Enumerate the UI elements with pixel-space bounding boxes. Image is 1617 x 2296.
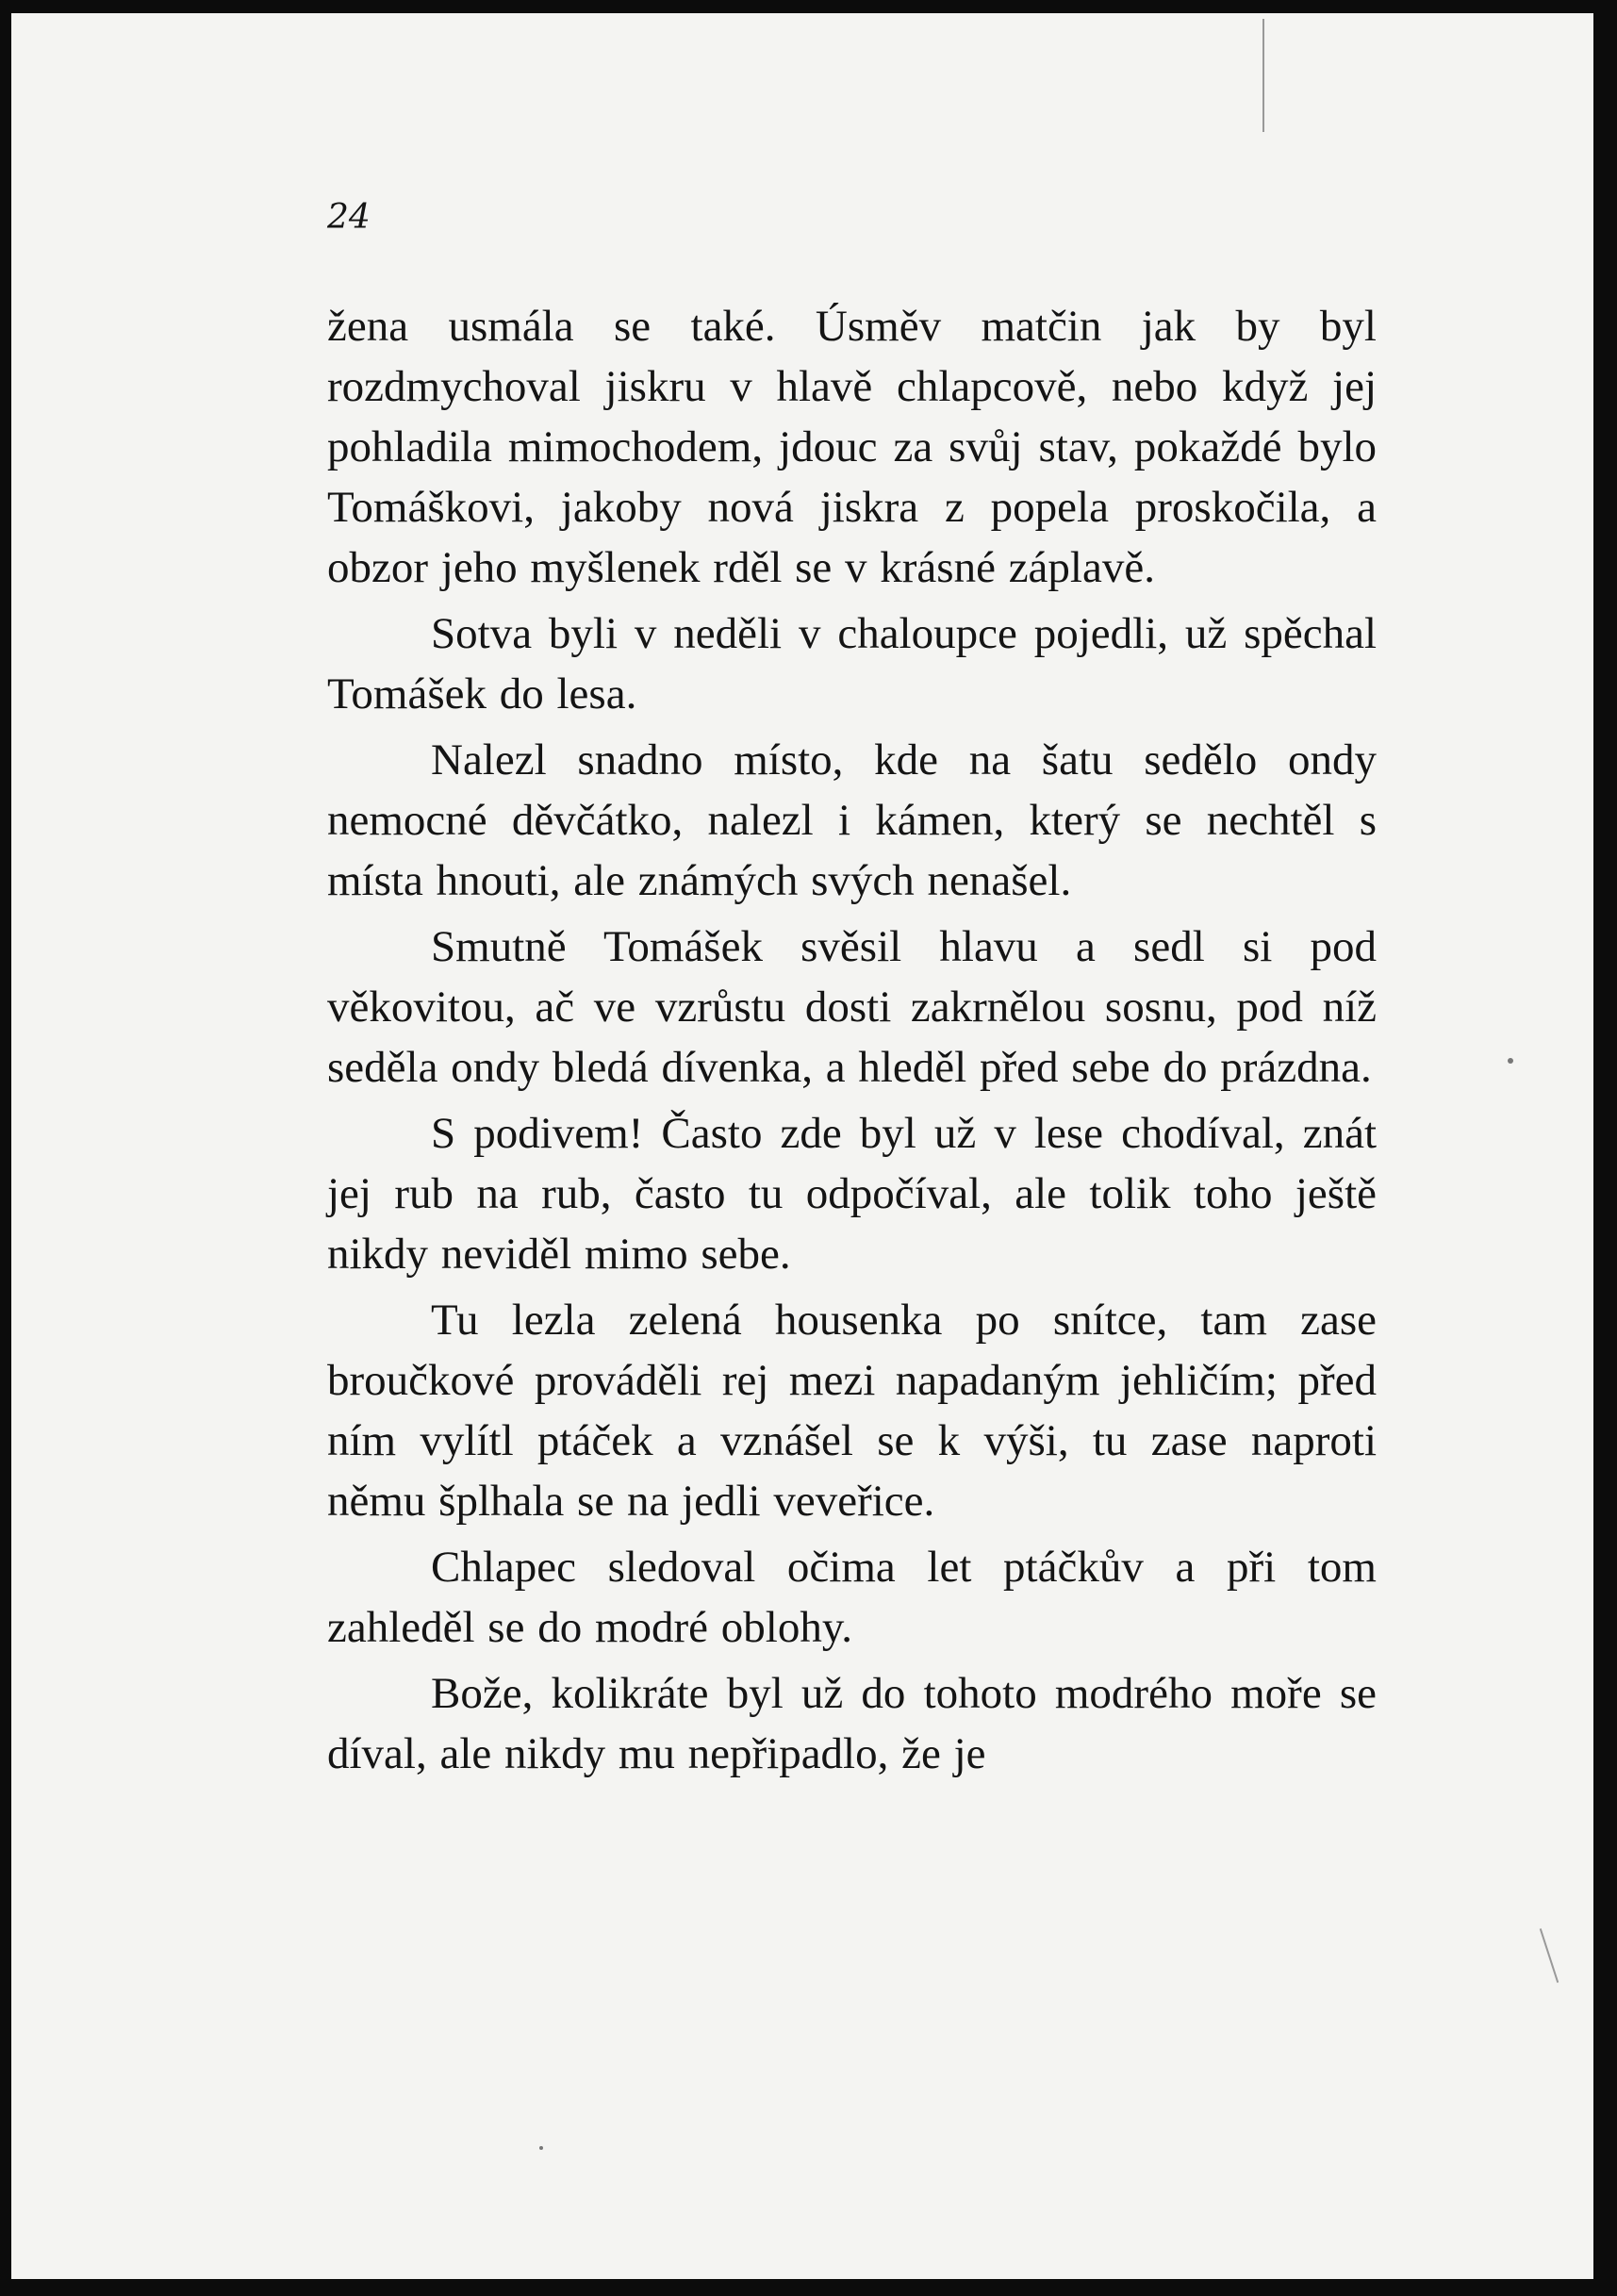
paragraph-2: Sotva byli v neděli v chaloupce pojedli, už spěchal Tomášek do lesa. — [327, 609, 1377, 719]
paragraph-3: Nalezl snadno místo, kde na šatu sedělo ondy nemocné děvčátko, nalezl i kámen, který se nechtěl s místa hnouti, ale známých svých nenašel. — [327, 735, 1377, 905]
body-text — [327, 296, 1377, 1784]
scan-scratch — [1540, 1928, 1559, 1983]
book-page — [11, 13, 1593, 2279]
paragraph-6: Tu lezla zelená housenka po snítce, tam zase broučkové prováděli rej mezi napadaným jehličím; před ním vylítl ptáček a vznášel se k výši, tu zase naproti němu šplhala se na jedli veveřice. — [327, 1296, 1377, 1526]
scan-scratch — [1262, 19, 1264, 132]
paragraph-4: Smutně Tomášek svěsil hlavu a sedl si pod věkovitou, ač ve vzrůstu dosti zakrnělou sosnu, pod níž seděla ondy bledá dívenka, a hleděl před sebe do prázdna. — [327, 922, 1377, 1092]
paragraph-7: Chlapec sledoval očima let ptáčkův a při tom zahleděl se do modré oblohy. — [327, 1543, 1377, 1652]
paragraph-5: S podivem! Často zde byl už v lese chodíval, znát jej rub na rub, často tu odpočíval, ale tolik toho ještě nikdy neviděl mimo sebe. — [327, 1109, 1377, 1279]
paragraph-1: žena usmála se také. Úsměv matčin jak by byl rozdmychoval jiskru v hlavě chlapcově, nebo když jej pohladila mimochodem, jdouc za svůj stav, pokaždé bylo Tomáškovi, jakoby nová jiskra z popela proskočila, a obzor jeho myšlenek rděl se v krásné záplavě. — [327, 302, 1377, 592]
page-number: 24 — [327, 198, 371, 237]
scan-speck — [539, 2146, 543, 2150]
scan-speck — [1508, 1058, 1513, 1064]
paragraph-8: Bože, kolikráte byl už do tohoto modrého moře se díval, ale nikdy mu nepřipadlo, že je — [327, 1669, 1377, 1778]
